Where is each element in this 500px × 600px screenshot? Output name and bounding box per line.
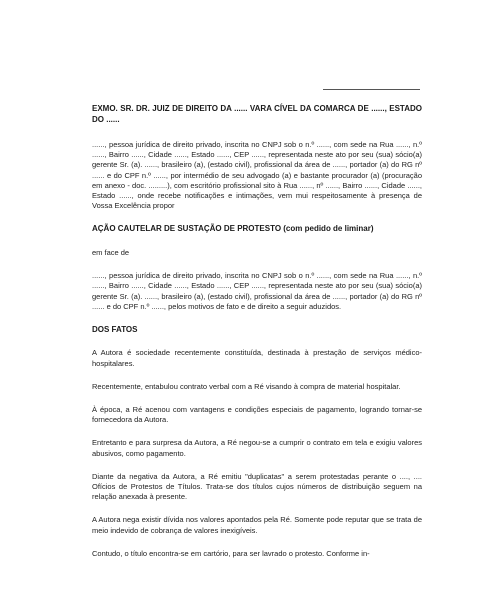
- document-body: [92, 104, 422, 559]
- plaintiff-qualification: ......, pessoa jurídica de direito privado, inscrita no CNPJ sob o n.º ......, com sede na Rua ......, n.º ......, Bairro ......, Cidade ......, Estado ......, CEP ......, representada neste ato por seu (sua) sócio(a) gerente Sr. (a). ......, brasileiro (a), (estado civil), profissional da área de ......, portador (a) do RG nº ...... e do CPF n.º ......, por intermédio de seu advogado (a) e bastante procurador (a) (procuração em anexo - doc. .........), com escritório profissional sito à Rua ......, nº ......, Bairro ......, Cidade ......, Estado ......, onde recebe notificações e intimações, vem mui respeitosamente à presença de Vossa Excelência propor: [92, 140, 422, 211]
- facts-paragraph: Diante da negativa da Autora, a Ré emitiu "duplicatas" a serem protestadas perante o ...., .... Ofícios de Protestos de Títulos. Trata-se dos títulos cujos números de distribuição seguem na relação anexada à presente.: [92, 471, 422, 502]
- facts-paragraph: Entretanto e para surpresa da Autora, a Ré negou-se a cumprir o contrato em tela e exigiu valores abusivos, como pagamento.: [92, 438, 422, 458]
- facts-paragraph: A Autora é sociedade recentemente constituída, destinada à prestação de serviços médico-hospitalares.: [92, 348, 422, 368]
- facts-paragraph: Contudo, o título encontra-se em cartório, para ser lavrado o protesto. Conforme in-: [92, 548, 370, 558]
- addressee-heading: EXMO. SR. DR. JUIZ DE DIREITO DA ...... VARA CÍVEL DA COMARCA DE ......, ESTADO DO ......: [92, 104, 422, 124]
- defendant-qualification: ......, pessoa jurídica de direito privado, inscrita no CNPJ sob o n.º ......, com sede na Rua ......, n.º ......, Bairro ......, Cidade ......, Estado ......, CEP ......, representada neste ato por seu (sua) sócio(a) gerente Sr. (a). ......, brasileiro (a), (estado civil), profissional da área de ......, portador (a) do RG nº ...... e do CPF n.º ......, pelos motivos de fato e de direito a seguir aduzidos.: [92, 271, 422, 311]
- facts-heading: DOS FATOS: [92, 324, 138, 334]
- action-title: AÇÃO CAUTELAR DE SUSTAÇÃO DE PROTESTO (com pedido de liminar): [92, 224, 374, 234]
- facts-paragraph: A Autora nega existir dívida nos valores apontados pela Ré. Somente pode reputar que se trata de meio indevido de cobrança de valores inexigíveis.: [92, 515, 422, 535]
- against-label: em face de: [92, 247, 130, 257]
- facts-paragraph: À época, a Ré acenou com vantagens e condições especiais de pagamento, logrando tornar-se fornecedora da Autora.: [92, 405, 422, 425]
- facts-paragraph: Recentemente, entabulou contrato verbal com a Ré visando à compra de material hospitalar.: [92, 381, 401, 391]
- header-rule: [323, 89, 420, 90]
